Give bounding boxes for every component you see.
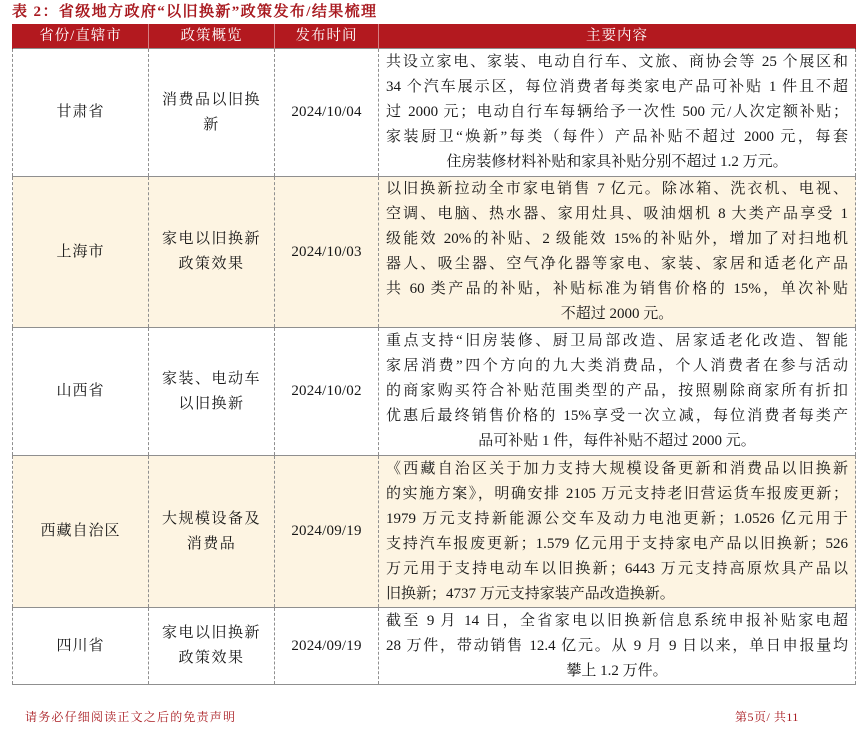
content-line: 器人、吸尘器、空气净化器等家电、家装、家居和适老化产品 — [386, 256, 848, 272]
header-content: 主要内容 — [379, 24, 856, 49]
content-line: 家居消费”四个方向的九大类消费品，个人消费者在参与活动 — [386, 358, 848, 374]
header-date: 发布时间 — [275, 24, 379, 49]
overview-cell — [149, 328, 275, 456]
region-cell: 山西省 — [13, 328, 149, 456]
content-line: 重点支持“旧房装修、厨卫局部改造、居家适老化改造、智能 — [386, 333, 848, 349]
header-overview: 政策概览 — [149, 24, 275, 49]
content-cell — [379, 608, 856, 685]
date-cell: 2024/10/04 — [275, 49, 379, 177]
page-number: 第5页/ 共11 — [735, 710, 799, 724]
policy-overview: 大规模设备及消费品 — [161, 510, 261, 552]
content-line: 空调、电脑、热水器、家用灶具、吸油烟机 8 大类产品享受 1 — [386, 206, 848, 222]
table-title: 表 2：省级地方政府“以旧换新”政策发布/结果梳理 — [12, 4, 378, 20]
region-cell: 上海市 — [13, 177, 149, 328]
content-line: 共 60 类产品的补贴，补贴标准为销售价格的 15%，单次补贴 — [386, 281, 848, 297]
content-line: 不超过 2000 元。 — [560, 306, 674, 322]
overview-cell — [149, 177, 275, 328]
date-cell: 2024/09/19 — [275, 456, 379, 608]
date-cell: 2024/09/19 — [275, 608, 379, 685]
content-cell — [379, 177, 856, 328]
date-cell: 2024/10/02 — [275, 328, 379, 456]
content-line: 万元用于支持电动车以旧换新；6443 万元支持高原炊具产品以 — [386, 560, 848, 577]
table-row — [13, 608, 856, 685]
content-line: 共设立家电、家装、电动自行车、文旅、商协会等 25 个展区和 — [386, 54, 848, 70]
content-line: 家装厨卫“焕新”每类（每件）产品补贴不超过 2000 元，每套 — [386, 129, 848, 145]
content-line: 旧换新；4737 万元支持家装产品改造换新。 — [386, 585, 675, 602]
policy-overview: 消费品以旧换新 — [161, 91, 261, 133]
region-cell: 西藏自治区 — [13, 456, 149, 608]
content-line: 以旧换新拉动全市家电销售 7 亿元。除冰箱、洗衣机、电视、 — [386, 181, 848, 197]
policy-overview: 家装、电动车以旧换新 — [161, 370, 261, 412]
content-line: 过 2000 元；电动自行车每辆给予一次性 500 元/人次定额补贴； — [386, 104, 848, 120]
content-line: 攀上 1.2 万件。 — [566, 662, 668, 679]
overview-cell — [149, 608, 275, 685]
overview-cell — [149, 49, 275, 177]
content-line: 级能效 20%的补贴、2 级能效 15%的补贴外，增加了对扫地机 — [386, 231, 848, 247]
content-line: 支持汽车报废更新；1.579 亿元用于支持家电产品以旧换新；526 — [386, 535, 848, 552]
disclaimer-note: 请务必仔细阅读正文之后的免责声明 — [25, 710, 237, 724]
table-row — [13, 177, 856, 328]
content-cell — [379, 49, 856, 177]
content-line: 1979 万元支持新能源公交车及动力电池更新；1.0526 亿元用于 — [386, 510, 848, 527]
table-row — [13, 456, 856, 608]
table-row — [13, 328, 856, 456]
content-line: 住房装修材料补贴和家具补贴分别不超过 1.2 万元。 — [446, 154, 788, 170]
table-header-row — [13, 24, 856, 49]
content-line: 品可补贴 1 件，每件补贴不超过 2000 元。 — [478, 433, 756, 449]
content-line: 的实施方案》，明确安排 2105 万元支持老旧营运货车报废更新； — [386, 485, 848, 502]
date-cell: 2024/10/03 — [275, 177, 379, 328]
region-cell: 甘肃省 — [13, 49, 149, 177]
overview-cell — [149, 456, 275, 608]
region-cell: 四川省 — [13, 608, 149, 685]
content-line: 截至 9 月 14 日，全省家电以旧换新信息系统申报补贴家电超 — [386, 612, 848, 629]
header-region: 省份/直辖市 — [13, 24, 149, 49]
content-cell — [379, 328, 856, 456]
content-line: 34 个汽车展示区，每位消费者每类家电产品可补贴 1 件且不超 — [386, 79, 848, 95]
content-line: 的商家购买符合补贴范围类型的产品，按照剔除商家所有折扣 — [386, 383, 848, 399]
policy-table — [12, 24, 856, 685]
content-line: 优惠后最终销售价格的 15%享受一次立减，每位消费者每类产 — [386, 408, 848, 424]
content-line: 《西藏自治区关于加力支持大规模设备更新和消费品以旧换新 — [386, 460, 848, 477]
content-line: 28 万件，带动销售 12.4 亿元。从 9 月 9 日以来，单日申报量均 — [386, 637, 848, 654]
table-row — [13, 49, 856, 177]
content-cell — [379, 456, 856, 608]
policy-overview: 家电以旧换新政策效果 — [161, 625, 261, 666]
policy-overview: 家电以旧换新政策效果 — [161, 231, 261, 272]
